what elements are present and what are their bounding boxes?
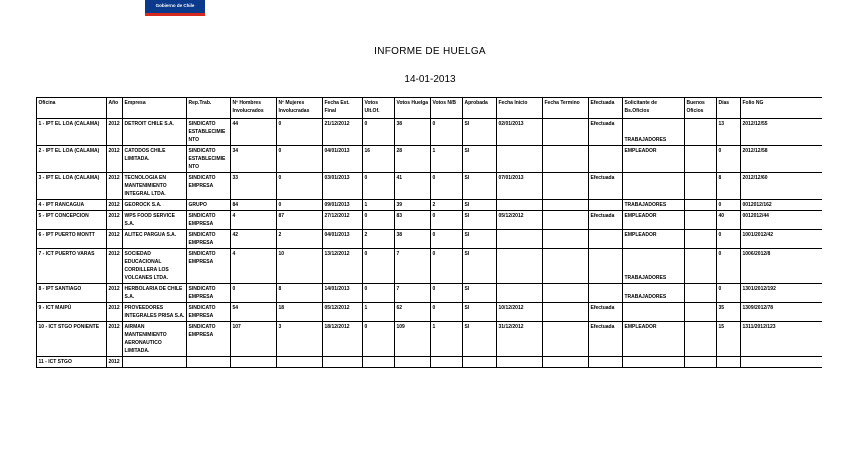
table-cell: 03/01/2013 bbox=[323, 173, 363, 200]
table-cell: 2012 bbox=[107, 230, 123, 249]
table-cell: 02/01/2013 bbox=[497, 119, 543, 146]
table-cell: SINDICATO EMPRESA bbox=[187, 303, 231, 322]
table-cell: 7 bbox=[395, 249, 431, 284]
table-row bbox=[37, 200, 823, 211]
table-cell: SI bbox=[463, 146, 497, 173]
table-cell: 38 bbox=[395, 230, 431, 249]
table-row bbox=[37, 211, 823, 230]
table-cell: 2012 bbox=[107, 249, 123, 284]
table-cell: WPS FOOD SERVICE S.A. bbox=[123, 211, 187, 230]
table-cell: 1 bbox=[431, 146, 463, 173]
table-row bbox=[37, 303, 823, 322]
table-cell bbox=[497, 200, 543, 211]
column-header: Nº Hombres Involucrados bbox=[231, 98, 277, 119]
table-cell: 3 - IPT EL LOA (CALAMA) bbox=[37, 173, 107, 200]
table-cell: 2012 bbox=[107, 322, 123, 357]
table-cell bbox=[363, 357, 395, 368]
table-cell: HERBOLARIA DE CHILE S.A. bbox=[123, 284, 187, 303]
table-cell bbox=[543, 146, 589, 173]
column-header: Año bbox=[107, 98, 123, 119]
table-cell: 27/12/2012 bbox=[323, 211, 363, 230]
table-cell bbox=[685, 303, 717, 322]
table-cell: DETROIT CHILE S.A. bbox=[123, 119, 187, 146]
table-cell bbox=[543, 284, 589, 303]
table-cell: 0 bbox=[363, 249, 395, 284]
table-cell: SINDICATO EMPRESA bbox=[187, 284, 231, 303]
report-date: 14-01-2013 bbox=[404, 74, 456, 85]
table-cell: 0012012/44 bbox=[741, 211, 823, 230]
table-row bbox=[37, 249, 823, 284]
table-cell: 13/12/2012 bbox=[323, 249, 363, 284]
table-row bbox=[37, 284, 823, 303]
table-cell: 0012012/162 bbox=[741, 200, 823, 211]
table-cell: 5 - IPT CONCEPCION bbox=[37, 211, 107, 230]
table-cell: EMPLEADOR bbox=[623, 146, 685, 173]
table-cell: 2012/12/60 bbox=[741, 173, 823, 200]
table-cell: 0 bbox=[717, 249, 741, 284]
table-cell: SI bbox=[463, 249, 497, 284]
table-cell bbox=[543, 230, 589, 249]
table-cell: 2012 bbox=[107, 146, 123, 173]
table-cell: 83 bbox=[395, 211, 431, 230]
gobierno-de-chile-logo bbox=[145, 0, 205, 16]
table-cell bbox=[463, 357, 497, 368]
table-cell: 0 bbox=[717, 146, 741, 173]
strike-report-table bbox=[36, 97, 822, 368]
table-cell: 0 bbox=[363, 119, 395, 146]
table-cell bbox=[685, 249, 717, 284]
logo-text: Gobierno de Chile bbox=[155, 3, 195, 8]
table-cell bbox=[589, 357, 623, 368]
table-cell: SI bbox=[463, 230, 497, 249]
table-cell: 11 - ICT STGO bbox=[37, 357, 107, 368]
table-cell bbox=[685, 200, 717, 211]
table-cell: 2012 bbox=[107, 173, 123, 200]
table-cell bbox=[395, 357, 431, 368]
table-cell: 38 bbox=[395, 119, 431, 146]
table-row bbox=[37, 146, 823, 173]
table-cell: 0 bbox=[431, 173, 463, 200]
table-cell: 8 bbox=[277, 284, 323, 303]
table-cell bbox=[497, 146, 543, 173]
table-cell: 1311/2012/123 bbox=[741, 322, 823, 357]
table-cell: 0 bbox=[431, 119, 463, 146]
table-cell: 84 bbox=[231, 200, 277, 211]
table-cell: 2 - IPT EL LOA (CALAMA) bbox=[37, 146, 107, 173]
table-cell: 16 bbox=[363, 146, 395, 173]
table-row bbox=[37, 119, 823, 146]
table-cell: GEOROCK S.A. bbox=[123, 200, 187, 211]
table-cell: 14/01/2013 bbox=[323, 284, 363, 303]
table-cell: 7 bbox=[395, 284, 431, 303]
table-cell: EMPLEADOR bbox=[623, 230, 685, 249]
report-title: INFORME DE HUELGA bbox=[374, 46, 486, 57]
column-header: Folio NG bbox=[741, 98, 823, 119]
column-header: Votos Ult.Of. bbox=[363, 98, 395, 119]
table-cell: 8 - IPT SANTIAGO bbox=[37, 284, 107, 303]
table-cell bbox=[589, 230, 623, 249]
column-header: Fecha Est. Final bbox=[323, 98, 363, 119]
table-cell bbox=[543, 119, 589, 146]
table-cell: 05/12/2012 bbox=[323, 303, 363, 322]
table-cell: 18 bbox=[277, 303, 323, 322]
table-cell: 31/12/2012 bbox=[497, 322, 543, 357]
table-cell: EMPLEADOR bbox=[623, 322, 685, 357]
table-cell: 54 bbox=[231, 303, 277, 322]
table-cell: GRUPO bbox=[187, 200, 231, 211]
table-cell bbox=[685, 357, 717, 368]
table-cell: 0 bbox=[231, 284, 277, 303]
table-cell: 28 bbox=[395, 146, 431, 173]
table-cell: CATODOS CHILE LIMITADA. bbox=[123, 146, 187, 173]
table-cell: 0 bbox=[717, 284, 741, 303]
table-cell: Efectuada bbox=[589, 119, 623, 146]
table-cell: 34 bbox=[231, 146, 277, 173]
table-cell: 2012/12/58 bbox=[741, 146, 823, 173]
table-cell: 6 - IPT PUERTO MONTT bbox=[37, 230, 107, 249]
column-header: Solicitante de Bs.Oficios bbox=[623, 98, 685, 119]
table-cell: 1 bbox=[431, 322, 463, 357]
table-cell: 09/01/2013 bbox=[323, 200, 363, 211]
column-header: Oficina bbox=[37, 98, 107, 119]
table-cell: 0 bbox=[431, 249, 463, 284]
table-cell: Efectuada bbox=[589, 303, 623, 322]
table-cell: TRABAJADORES bbox=[623, 284, 685, 303]
table-body bbox=[37, 119, 823, 368]
table-cell: 0 bbox=[277, 119, 323, 146]
table-cell: 0 bbox=[363, 284, 395, 303]
table-cell: 0 bbox=[431, 284, 463, 303]
table-row bbox=[37, 230, 823, 249]
table-cell: 0 bbox=[277, 200, 323, 211]
table-cell: 2012 bbox=[107, 284, 123, 303]
table-cell: 1006/2012/8 bbox=[741, 249, 823, 284]
table-cell: 2 bbox=[363, 230, 395, 249]
table-cell: 04/01/2013 bbox=[323, 146, 363, 173]
column-header: Buenos Oficios bbox=[685, 98, 717, 119]
table-cell bbox=[623, 357, 685, 368]
table-cell: EMPLEADOR bbox=[623, 211, 685, 230]
table-cell: 2012 bbox=[107, 119, 123, 146]
table-cell bbox=[543, 200, 589, 211]
column-header: Rep.Trab. bbox=[187, 98, 231, 119]
table-cell: 2012 bbox=[107, 211, 123, 230]
table-cell: Efectuada bbox=[589, 173, 623, 200]
table-cell bbox=[323, 357, 363, 368]
table-cell: PROVEEDORES INTEGRALES PRISA S.A. bbox=[123, 303, 187, 322]
table-cell: 21/12/2012 bbox=[323, 119, 363, 146]
column-header: Fecha Inicio bbox=[497, 98, 543, 119]
table-cell bbox=[685, 211, 717, 230]
table-cell: 10 bbox=[277, 249, 323, 284]
table-cell: SI bbox=[463, 200, 497, 211]
table-cell: ALITEC PARGUA S.A. bbox=[123, 230, 187, 249]
table-cell: 0 bbox=[431, 211, 463, 230]
table-cell: 2012 bbox=[107, 303, 123, 322]
table-cell: 05/12/2012 bbox=[497, 211, 543, 230]
table-cell bbox=[497, 249, 543, 284]
strike-report-table-container bbox=[36, 97, 822, 450]
table-cell bbox=[231, 357, 277, 368]
table-cell: SI bbox=[463, 119, 497, 146]
table-cell: 87 bbox=[277, 211, 323, 230]
table-cell: TRABAJADORES bbox=[623, 200, 685, 211]
column-header: Efectuada bbox=[589, 98, 623, 119]
table-cell: 2012 bbox=[107, 357, 123, 368]
table-cell: 15 bbox=[717, 322, 741, 357]
table-cell: 1 bbox=[363, 200, 395, 211]
table-cell: 4 bbox=[231, 211, 277, 230]
table-cell: SI bbox=[463, 303, 497, 322]
table-cell: SI bbox=[463, 322, 497, 357]
table-cell: 04/01/2013 bbox=[323, 230, 363, 249]
column-header: Votos N/B bbox=[431, 98, 463, 119]
table-cell bbox=[685, 322, 717, 357]
table-cell: 40 bbox=[717, 211, 741, 230]
table-cell bbox=[543, 249, 589, 284]
table-cell: SINDICATO ESTABLECIMIENTO bbox=[187, 119, 231, 146]
table-cell bbox=[543, 211, 589, 230]
table-cell: 2012/12/55 bbox=[741, 119, 823, 146]
table-cell: TRABAJADORES bbox=[623, 249, 685, 284]
table-row bbox=[37, 322, 823, 357]
table-cell: 8 bbox=[717, 173, 741, 200]
table-cell bbox=[187, 357, 231, 368]
table-cell: 07/01/2013 bbox=[497, 173, 543, 200]
table-cell: SINDICATO EMPRESA bbox=[187, 322, 231, 357]
table-cell bbox=[543, 322, 589, 357]
table-cell: 1 - IPT EL LOA (CALAMA) bbox=[37, 119, 107, 146]
table-cell bbox=[589, 146, 623, 173]
table-cell: 62 bbox=[395, 303, 431, 322]
table-cell bbox=[685, 119, 717, 146]
table-cell bbox=[589, 249, 623, 284]
table-cell bbox=[685, 173, 717, 200]
table-cell: Efectuada bbox=[589, 211, 623, 230]
table-cell: 4 - IPT RANCAGUA bbox=[37, 200, 107, 211]
column-header: Fecha Termino bbox=[543, 98, 589, 119]
table-cell: SINDICATO EMPRESA bbox=[187, 249, 231, 284]
table-cell bbox=[685, 284, 717, 303]
table-cell bbox=[741, 357, 823, 368]
table-cell: AIRMAN MANTENIMIENTO AERONAUTICO LIMITADA. bbox=[123, 322, 187, 357]
table-cell: 4 bbox=[231, 249, 277, 284]
table-cell: 10 - ICT STGO PONIENTE bbox=[37, 322, 107, 357]
table-cell bbox=[685, 146, 717, 173]
table-cell: 0 bbox=[363, 173, 395, 200]
table-cell: 13 bbox=[717, 119, 741, 146]
table-cell: 44 bbox=[231, 119, 277, 146]
table-cell: 0 bbox=[363, 322, 395, 357]
table-cell bbox=[543, 357, 589, 368]
table-cell bbox=[123, 357, 187, 368]
table-row bbox=[37, 173, 823, 200]
table-cell: 0 bbox=[717, 230, 741, 249]
table-cell bbox=[717, 357, 741, 368]
table-cell: 42 bbox=[231, 230, 277, 249]
table-cell: 0 bbox=[363, 211, 395, 230]
table-cell: 107 bbox=[231, 322, 277, 357]
table-cell: SINDICATO EMPRESA bbox=[187, 211, 231, 230]
table-cell: SINDICATO EMPRESA bbox=[187, 173, 231, 200]
table-cell: 2 bbox=[431, 200, 463, 211]
table-cell: 41 bbox=[395, 173, 431, 200]
table-cell: 2 bbox=[277, 230, 323, 249]
table-cell: 3 bbox=[277, 322, 323, 357]
table-cell: SI bbox=[463, 284, 497, 303]
table-cell bbox=[589, 284, 623, 303]
table-cell: Efectuada bbox=[589, 322, 623, 357]
table-cell: 2012 bbox=[107, 200, 123, 211]
table-cell: 10/12/2012 bbox=[497, 303, 543, 322]
table-cell bbox=[685, 230, 717, 249]
table-cell: 1301/2012/192 bbox=[741, 284, 823, 303]
table-cell: 1001/2012/42 bbox=[741, 230, 823, 249]
table-cell: 0 bbox=[277, 146, 323, 173]
table-cell: 39 bbox=[395, 200, 431, 211]
column-header: Días bbox=[717, 98, 741, 119]
table-cell bbox=[543, 303, 589, 322]
table-cell: SI bbox=[463, 211, 497, 230]
table-cell: 18/12/2012 bbox=[323, 322, 363, 357]
table-cell: 0 bbox=[431, 230, 463, 249]
table-cell bbox=[543, 173, 589, 200]
table-cell: 1 bbox=[363, 303, 395, 322]
column-header: Aprobada bbox=[463, 98, 497, 119]
table-cell: SI bbox=[463, 173, 497, 200]
table-header-row bbox=[37, 98, 823, 119]
column-header: Nº Mujeres Involucradas bbox=[277, 98, 323, 119]
table-cell: 0 bbox=[277, 173, 323, 200]
table-cell: 33 bbox=[231, 173, 277, 200]
table-cell: SINDICATO EMPRESA bbox=[187, 230, 231, 249]
table-cell bbox=[497, 284, 543, 303]
table-cell: 109 bbox=[395, 322, 431, 357]
table-cell: 0 bbox=[431, 303, 463, 322]
table-cell bbox=[497, 357, 543, 368]
table-cell: TECNOLOGIA EN MANTENIMIENTO INTEGRAL LTDA. bbox=[123, 173, 187, 200]
table-cell bbox=[497, 230, 543, 249]
table-cell: TRABAJADORES bbox=[623, 119, 685, 146]
table-cell: 1309/2012/78 bbox=[741, 303, 823, 322]
table-cell bbox=[623, 303, 685, 322]
table-cell bbox=[589, 200, 623, 211]
table-cell: 35 bbox=[717, 303, 741, 322]
table-cell: 9 - ICT MAIPÚ bbox=[37, 303, 107, 322]
column-header: Empresa bbox=[123, 98, 187, 119]
table-cell: SINDICATO ESTABLECIMIENTO bbox=[187, 146, 231, 173]
table-cell: 0 bbox=[717, 200, 741, 211]
table-cell: 7 - ICT PUERTO VARAS bbox=[37, 249, 107, 284]
table-row bbox=[37, 357, 823, 368]
table-cell bbox=[623, 173, 685, 200]
table-cell bbox=[431, 357, 463, 368]
table-cell bbox=[277, 357, 323, 368]
table-cell: SOCIEDAD EDUCACIONAL CORDILLERA LOS VOLCANES LTDA. bbox=[123, 249, 187, 284]
column-header: Votos Huelga bbox=[395, 98, 431, 119]
